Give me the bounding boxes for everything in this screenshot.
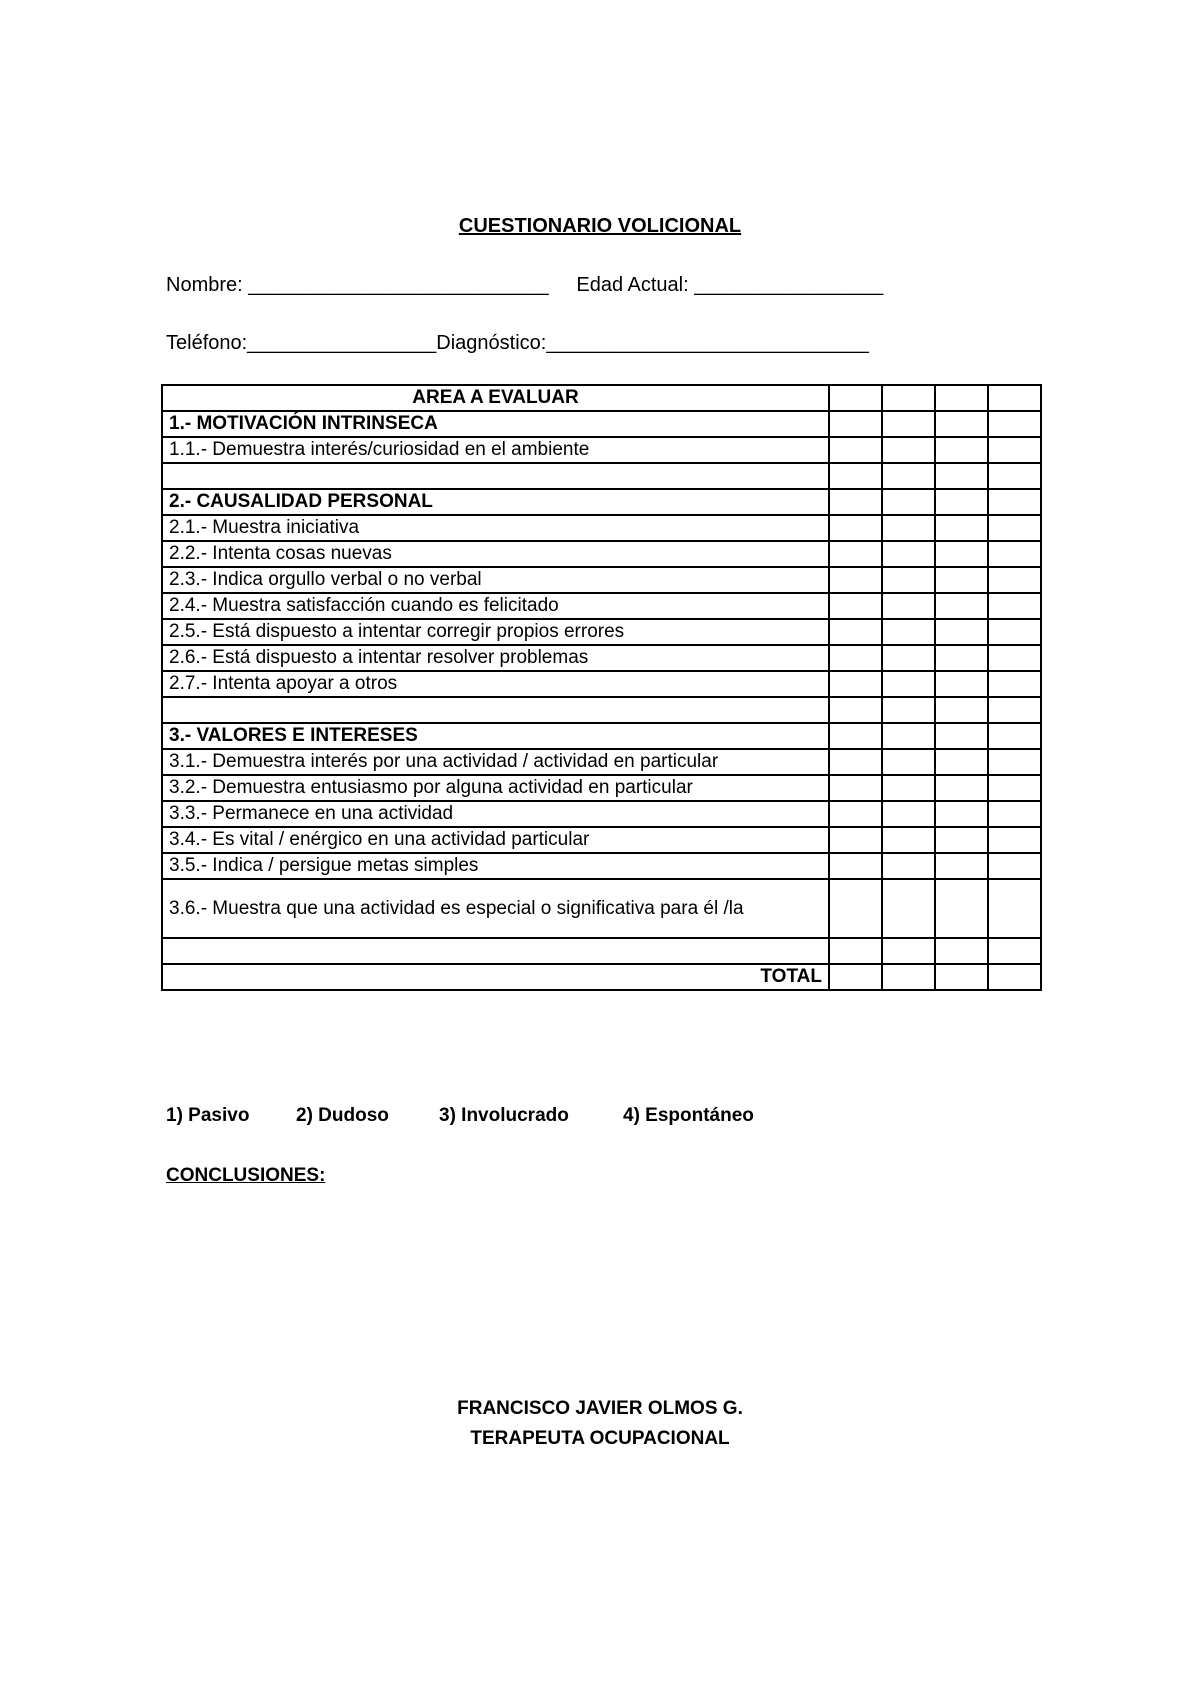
score-cell xyxy=(829,489,882,515)
score-cell xyxy=(935,879,988,938)
item-label: 3.6.- Muestra que una actividad es especial o significativa para él /la xyxy=(162,879,829,938)
score-cell xyxy=(935,463,988,489)
table-row xyxy=(162,879,1041,938)
score-cell xyxy=(935,515,988,541)
area-header: AREA A EVALUAR xyxy=(162,385,829,411)
score-cell xyxy=(882,515,935,541)
item-label: 2.7.- Intenta apoyar a otros xyxy=(162,671,829,697)
score-cell xyxy=(988,515,1041,541)
score-cell xyxy=(829,463,882,489)
score-cell xyxy=(935,749,988,775)
score-cell xyxy=(882,619,935,645)
score-cell xyxy=(829,827,882,853)
score-cell xyxy=(882,879,935,938)
score-cell xyxy=(935,853,988,879)
item-label: 3.5.- Indica / persigue metas simples xyxy=(162,853,829,879)
score-cell xyxy=(935,671,988,697)
score-cell xyxy=(829,515,882,541)
score-cell xyxy=(988,645,1041,671)
score-cell xyxy=(935,619,988,645)
rating-scale xyxy=(166,1104,754,1128)
score-cell xyxy=(988,593,1041,619)
score-cell xyxy=(882,645,935,671)
score-cell xyxy=(935,385,988,411)
table-row xyxy=(162,411,1041,437)
score-cell xyxy=(882,853,935,879)
score-cell xyxy=(935,801,988,827)
score-cell xyxy=(988,489,1041,515)
score-cell xyxy=(882,723,935,749)
score-cell xyxy=(882,964,935,990)
item-label: 2.2.- Intenta cosas nuevas xyxy=(162,541,829,567)
score-cell xyxy=(829,801,882,827)
item-label: 2.6.- Está dispuesto a intentar resolver problemas xyxy=(162,645,829,671)
score-cell xyxy=(988,463,1041,489)
score-cell xyxy=(829,853,882,879)
table-header-row xyxy=(162,385,1041,411)
score-cell xyxy=(988,964,1041,990)
section-heading: 1.- MOTIVACIÓN INTRINSECA xyxy=(162,411,829,437)
scale-option-3: 3) Involucrado xyxy=(439,1105,569,1126)
score-cell xyxy=(935,437,988,463)
item-label: 2.3.- Indica orgullo verbal o no verbal xyxy=(162,567,829,593)
item-label: 1.1.- Demuestra interés/curiosidad en el ambiente xyxy=(162,437,829,463)
score-cell xyxy=(935,964,988,990)
signature-name: FRANCISCO JAVIER OLMOS G. xyxy=(457,1398,743,1419)
score-cell xyxy=(829,879,882,938)
score-cell xyxy=(988,385,1041,411)
score-cell xyxy=(829,749,882,775)
score-cell xyxy=(882,385,935,411)
signature-role: TERAPEUTA OCUPACIONAL xyxy=(470,1428,730,1449)
scale-option-1: 1) Pasivo xyxy=(166,1105,250,1126)
score-cell xyxy=(882,671,935,697)
scale-option-2: 2) Dudoso xyxy=(296,1105,389,1126)
score-cell xyxy=(988,775,1041,801)
table-row xyxy=(162,489,1041,515)
score-cell xyxy=(935,938,988,964)
item-label: 2.4.- Muestra satisfacción cuando es felicitado xyxy=(162,593,829,619)
table-row xyxy=(162,515,1041,541)
score-cell xyxy=(882,801,935,827)
name-age-fields: Nombre: ___________________________ Edad Actual: _________________ xyxy=(166,274,884,296)
score-cell xyxy=(935,775,988,801)
score-cell xyxy=(882,567,935,593)
score-cell xyxy=(988,697,1041,723)
section-heading: 2.- CAUSALIDAD PERSONAL xyxy=(162,489,829,515)
score-cell xyxy=(935,697,988,723)
table-row xyxy=(162,827,1041,853)
score-cell xyxy=(829,645,882,671)
score-cell xyxy=(829,697,882,723)
table-row xyxy=(162,723,1041,749)
score-cell xyxy=(882,827,935,853)
table-row xyxy=(162,567,1041,593)
item-label: 3.1.- Demuestra interés por una actividad / actividad en particular xyxy=(162,749,829,775)
score-cell xyxy=(882,437,935,463)
score-cell xyxy=(988,671,1041,697)
score-cell xyxy=(935,567,988,593)
score-cell xyxy=(829,723,882,749)
table-row xyxy=(162,671,1041,697)
empty-row-label xyxy=(162,697,829,723)
score-cell xyxy=(988,879,1041,938)
score-cell xyxy=(988,801,1041,827)
score-cell xyxy=(988,749,1041,775)
table-row xyxy=(162,853,1041,879)
evaluation-table xyxy=(161,384,1042,991)
score-cell xyxy=(829,775,882,801)
table-row xyxy=(162,541,1041,567)
item-label: 2.5.- Está dispuesto a intentar corregir propios errores xyxy=(162,619,829,645)
score-cell xyxy=(829,671,882,697)
total-label: TOTAL xyxy=(162,964,829,990)
empty-row-label xyxy=(162,463,829,489)
score-cell xyxy=(988,541,1041,567)
score-cell xyxy=(882,593,935,619)
score-cell xyxy=(988,619,1041,645)
table-row xyxy=(162,593,1041,619)
score-cell xyxy=(829,593,882,619)
total-row xyxy=(162,964,1041,990)
table-row xyxy=(162,775,1041,801)
item-label: 3.4.- Es vital / enérgico en una actividad particular xyxy=(162,827,829,853)
item-label: 3.2.- Demuestra entusiasmo por alguna actividad en particular xyxy=(162,775,829,801)
score-cell xyxy=(882,749,935,775)
table-row xyxy=(162,463,1041,489)
score-cell xyxy=(988,827,1041,853)
item-label: 3.3.- Permanece en una actividad xyxy=(162,801,829,827)
table-row xyxy=(162,749,1041,775)
score-cell xyxy=(935,411,988,437)
score-cell xyxy=(935,489,988,515)
score-cell xyxy=(882,463,935,489)
score-cell xyxy=(988,437,1041,463)
score-cell xyxy=(882,775,935,801)
score-cell xyxy=(829,938,882,964)
score-cell xyxy=(935,593,988,619)
score-cell xyxy=(988,567,1041,593)
score-cell xyxy=(882,489,935,515)
score-cell xyxy=(829,567,882,593)
score-cell xyxy=(988,411,1041,437)
table-row xyxy=(162,645,1041,671)
item-label: 2.1.- Muestra iniciativa xyxy=(162,515,829,541)
score-cell xyxy=(882,541,935,567)
table-row xyxy=(162,437,1041,463)
score-cell xyxy=(988,723,1041,749)
score-cell xyxy=(882,938,935,964)
table-row xyxy=(162,938,1041,964)
score-cell xyxy=(935,827,988,853)
score-cell xyxy=(935,723,988,749)
table-row xyxy=(162,697,1041,723)
scale-option-4: 4) Espontáneo xyxy=(623,1105,754,1126)
conclusions-heading: CONCLUSIONES: xyxy=(166,1165,326,1186)
score-cell xyxy=(829,385,882,411)
phone-diagnosis-fields: Teléfono:_________________Diagnóstico:_____________________________ xyxy=(166,332,869,354)
score-cell xyxy=(988,853,1041,879)
section-heading: 3.- VALORES E INTERESES xyxy=(162,723,829,749)
score-cell xyxy=(829,964,882,990)
score-cell xyxy=(882,411,935,437)
score-cell xyxy=(829,541,882,567)
empty-row-label xyxy=(162,938,829,964)
score-cell xyxy=(829,411,882,437)
score-cell xyxy=(935,541,988,567)
table-row xyxy=(162,619,1041,645)
score-cell xyxy=(829,437,882,463)
score-cell xyxy=(829,619,882,645)
table-row xyxy=(162,801,1041,827)
document-title: CUESTIONARIO VOLICIONAL xyxy=(458,215,742,237)
score-cell xyxy=(988,938,1041,964)
score-cell xyxy=(882,697,935,723)
score-cell xyxy=(935,645,988,671)
